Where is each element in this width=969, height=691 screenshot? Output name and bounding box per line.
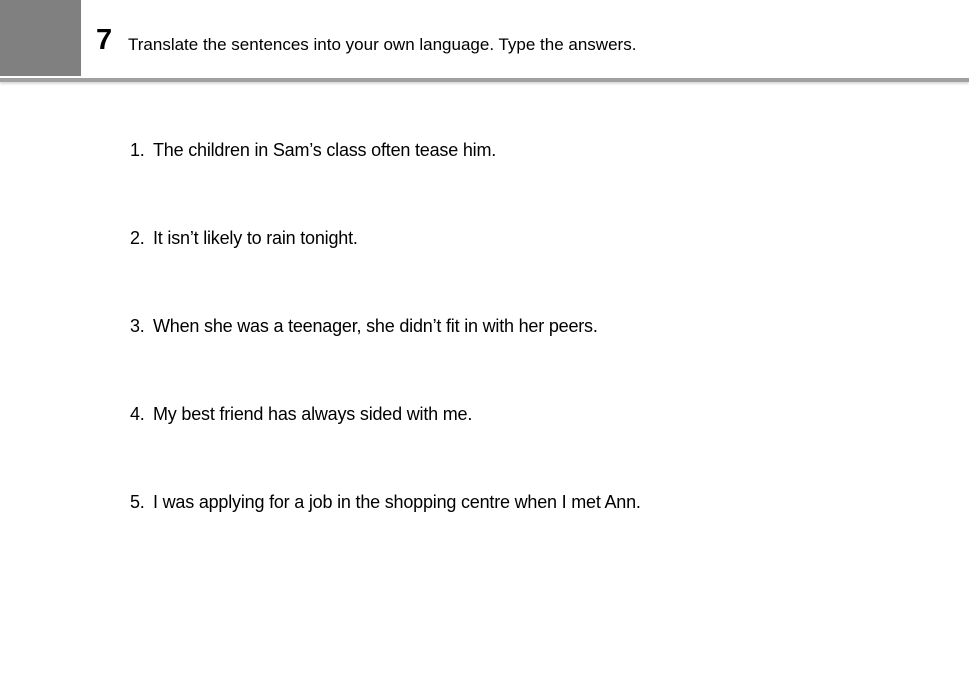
sentence-item	[130, 139, 641, 227]
sentence-text: My best friend has always sided with me.	[153, 404, 473, 424]
sentence-number: 5.	[130, 492, 145, 512]
sentence-item	[130, 403, 641, 491]
sentence-list	[130, 139, 641, 579]
header-color-block	[0, 0, 81, 76]
header-divider	[0, 78, 969, 82]
sentence-text: The children in Sam’s class often tease him.	[153, 140, 497, 160]
exercise-instruction: Translate the sentences into your own language. Type the answers.	[128, 35, 637, 54]
sentence-item	[130, 227, 641, 315]
sentence-number: 2.	[130, 228, 145, 248]
sentence-number: 4.	[130, 404, 145, 424]
sentence-number: 3.	[130, 316, 145, 336]
sentence-text: When she was a teenager, she didn’t fit in with her peers.	[153, 316, 598, 336]
sentence-text: I was applying for a job in the shopping centre when I met Ann.	[153, 492, 641, 512]
exercise-number: 7	[96, 24, 113, 56]
sentence-item	[130, 491, 641, 579]
sentence-number: 1.	[130, 140, 145, 160]
sentence-text: It isn’t likely to rain tonight.	[153, 228, 358, 248]
sentence-item	[130, 315, 641, 403]
